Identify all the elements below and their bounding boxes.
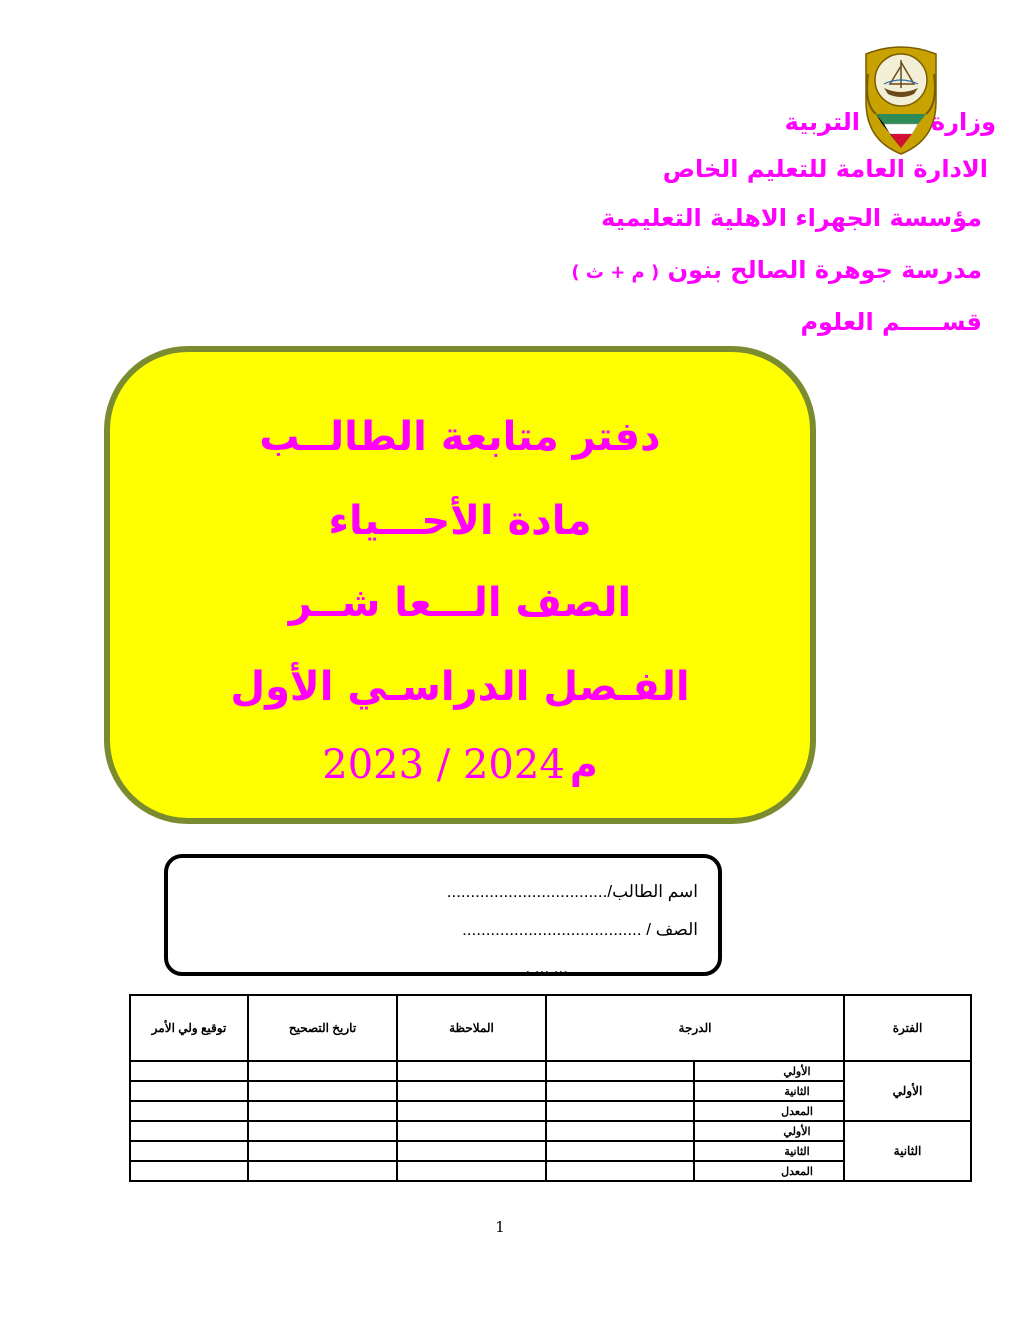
note-cell[interactable] bbox=[397, 1141, 546, 1161]
student-name-label: اسم الطالب/ bbox=[607, 882, 698, 901]
school-name-suffix: ( م + ث ) bbox=[571, 262, 660, 283]
note-cell[interactable] bbox=[397, 1081, 546, 1101]
period-cell: الأولي bbox=[844, 1061, 971, 1121]
grade-cell[interactable] bbox=[546, 1101, 694, 1121]
date-cell[interactable] bbox=[248, 1101, 397, 1121]
class-label: الصف / bbox=[646, 920, 698, 939]
grade-cell[interactable] bbox=[546, 1141, 694, 1161]
signature-cell[interactable] bbox=[130, 1081, 248, 1101]
note-cell[interactable] bbox=[397, 1061, 546, 1081]
signature-cell[interactable] bbox=[130, 1121, 248, 1141]
date-cell[interactable] bbox=[248, 1141, 397, 1161]
table-row bbox=[130, 1061, 971, 1081]
notebook-title: دفتر متابعة الطالــب bbox=[259, 414, 661, 460]
period-cell: الثانية bbox=[844, 1121, 971, 1181]
ministry-label-word2: التربية bbox=[784, 108, 860, 136]
signature-cell[interactable] bbox=[130, 1101, 248, 1121]
signature-cell[interactable] bbox=[130, 1141, 248, 1161]
table-row bbox=[130, 1121, 971, 1141]
date-cell[interactable] bbox=[248, 1061, 397, 1081]
sub-row-label: المعدل bbox=[694, 1101, 844, 1121]
grade-cell[interactable] bbox=[546, 1161, 694, 1181]
header-guardian-signature: توقيع ولي الأمر bbox=[130, 995, 248, 1061]
sub-row-label: الأولي bbox=[694, 1121, 844, 1141]
department-label: قســـــم العلوم bbox=[800, 308, 982, 336]
school-name-main: مدرسة جوهرة الصالح بنون bbox=[667, 256, 982, 284]
signature-cell[interactable] bbox=[130, 1061, 248, 1081]
grades-table bbox=[129, 994, 972, 1182]
table-header-row bbox=[130, 995, 971, 1061]
student-name-field[interactable]: .................................. bbox=[446, 882, 608, 901]
header-correction-date: تاريخ التصحيح bbox=[248, 995, 397, 1061]
sub-row-label: الثانية bbox=[694, 1141, 844, 1161]
student-info-box bbox=[164, 854, 722, 976]
class-field[interactable]: ...................................... bbox=[462, 920, 642, 939]
date-cell[interactable] bbox=[248, 1081, 397, 1101]
page-number: 1 bbox=[495, 1218, 505, 1236]
grade-title: الصف الـــعا شــر bbox=[288, 580, 632, 626]
header-period: الفترة bbox=[844, 995, 971, 1061]
partial-line: ... ... . bbox=[525, 958, 568, 976]
signature-cell[interactable] bbox=[130, 1161, 248, 1181]
kuwait-emblem-icon bbox=[862, 44, 940, 156]
cover-panel bbox=[104, 346, 816, 824]
subject-title: مادة الأحـــياء bbox=[328, 498, 592, 544]
note-cell[interactable] bbox=[397, 1121, 546, 1141]
date-cell[interactable] bbox=[248, 1121, 397, 1141]
header-grade: الدرجة bbox=[546, 995, 844, 1061]
date-cell[interactable] bbox=[248, 1161, 397, 1181]
student-name-line bbox=[447, 882, 698, 902]
institution-label: مؤسسة الجهراء الاهلية التعليمية bbox=[601, 204, 982, 232]
year-value: 2023 / 2024 bbox=[322, 742, 565, 788]
academic-year bbox=[110, 742, 810, 788]
class-line bbox=[462, 920, 698, 940]
header-note: الملاحظة bbox=[397, 995, 546, 1061]
sub-row-label: الثانية bbox=[694, 1081, 844, 1101]
directorate-label: الادارة العامة للتعليم الخاص bbox=[662, 155, 988, 183]
note-cell[interactable] bbox=[397, 1101, 546, 1121]
grade-cell[interactable] bbox=[546, 1061, 694, 1081]
note-cell[interactable] bbox=[397, 1161, 546, 1181]
grade-cell[interactable] bbox=[546, 1121, 694, 1141]
ministry-label-word1: وزارة bbox=[931, 108, 996, 136]
grade-cell[interactable] bbox=[546, 1081, 694, 1101]
sub-row-label: المعدل bbox=[694, 1161, 844, 1181]
year-suffix: م bbox=[569, 743, 598, 787]
semester-title: الفـصل الدراسـي الأول bbox=[230, 664, 690, 710]
sub-row-label: الأولي bbox=[694, 1061, 844, 1081]
school-name bbox=[571, 256, 982, 284]
